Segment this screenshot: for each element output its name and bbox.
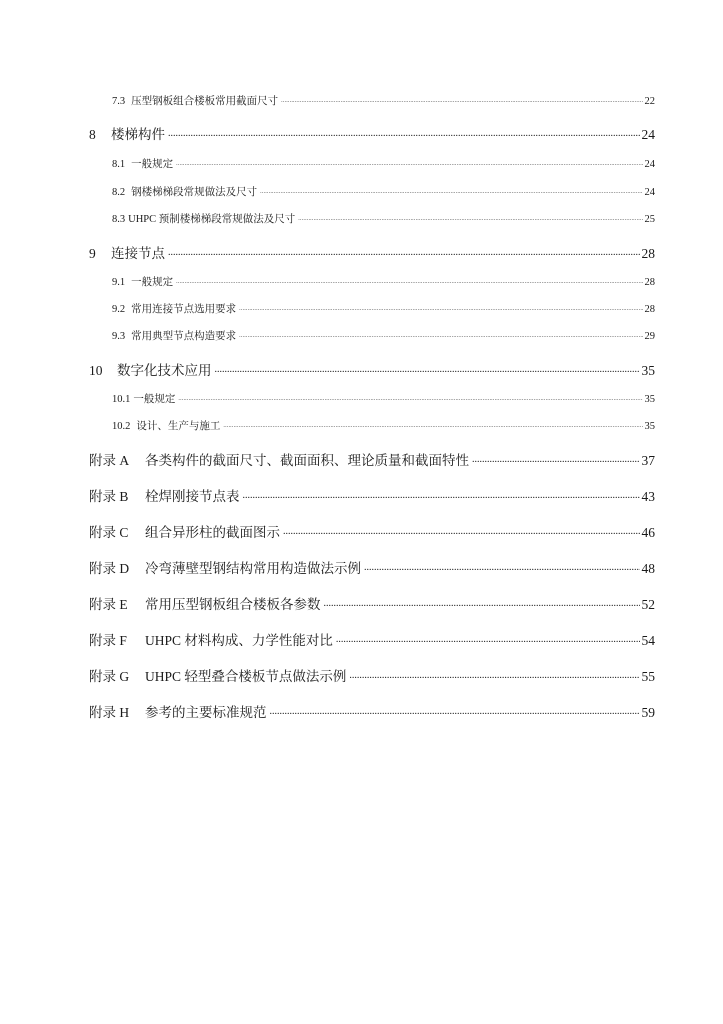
section-number: 9.3 (112, 331, 126, 342)
appendix-title: 冷弯薄壁型钢结构常用构造做法示例 (145, 561, 361, 576)
toc-entry-appendix-b[interactable] (89, 485, 655, 505)
page-number: 29 (644, 331, 655, 342)
dot-leader (176, 275, 642, 286)
dot-leader (336, 632, 640, 646)
appendix-label: 附录 B (89, 489, 129, 504)
section-number: 7.3 (112, 96, 126, 107)
chapter-title: 楼梯构件 (111, 127, 165, 142)
toc-entry-appendix-d[interactable] (89, 557, 655, 577)
toc-entry-8-2[interactable] (112, 184, 655, 199)
toc-entry-10-2[interactable] (112, 418, 655, 433)
toc-entry-chapter-8[interactable] (89, 123, 655, 143)
appendix-title: 常用压型钢板组合楼板各参数 (145, 597, 321, 612)
appendix-title: 组合异形柱的截面图示 (145, 525, 280, 540)
appendix-title: 参考的主要标准规范 (145, 705, 267, 720)
page-number: 28 (641, 246, 655, 261)
dot-leader (281, 94, 642, 105)
dot-leader (472, 452, 640, 466)
section-title: UHPC 预制楼梯梯段常规做法及尺寸 (128, 214, 296, 225)
dot-leader (223, 419, 642, 430)
page-number: 52 (641, 597, 655, 612)
toc-entry-appendix-e[interactable] (89, 593, 655, 613)
page-number: 43 (641, 489, 655, 504)
dot-leader (349, 668, 639, 682)
dot-leader (176, 157, 642, 168)
chapter-number: 10 (89, 363, 103, 378)
appendix-label: 附录 C (89, 525, 129, 540)
page-number: 24 (644, 187, 655, 198)
appendix-title: 各类构件的截面尺寸、截面面积、理论质量和截面特性 (145, 453, 469, 468)
appendix-label: 附录 F (89, 633, 127, 648)
toc-entry-appendix-h[interactable] (89, 701, 655, 721)
page-number: 35 (644, 394, 655, 405)
page-number: 46 (641, 525, 655, 540)
section-title: 压型钢板组合楼板常用截面尺寸 (131, 96, 279, 107)
section-title: 钢楼梯梯段常规做法及尺寸 (131, 187, 258, 198)
section-title: 设计、生产与施工 (136, 421, 221, 432)
page-number: 55 (641, 669, 655, 684)
toc-entry-9-1[interactable] (112, 274, 655, 289)
page-number: 35 (641, 363, 655, 378)
toc-entry-8-1[interactable] (112, 156, 655, 171)
appendix-label: 附录 H (89, 705, 130, 720)
section-number: 8.3 (112, 214, 126, 225)
appendix-title: 栓焊刚接节点表 (145, 489, 240, 504)
dot-leader (243, 488, 640, 502)
chapter-number: 9 (89, 246, 96, 261)
appendix-label: 附录 A (89, 453, 130, 468)
appendix-label: 附录 G (89, 669, 130, 684)
chapter-number: 8 (89, 127, 96, 142)
dot-leader (298, 212, 642, 223)
toc-entry-9-2[interactable] (112, 301, 655, 316)
page-number: 22 (644, 96, 655, 107)
appendix-title: UHPC 轻型叠合楼板节点做法示例 (145, 669, 347, 684)
appendix-title: UHPC 材料构成、力学性能对比 (145, 633, 333, 648)
page-number: 54 (641, 633, 655, 648)
toc-entry-chapter-10[interactable] (89, 359, 655, 379)
page-number: 37 (641, 453, 655, 468)
toc-entry-appendix-a[interactable] (89, 449, 655, 469)
section-number: 9.1 (112, 277, 126, 288)
page-number: 28 (644, 277, 655, 288)
dot-leader (283, 524, 640, 538)
dot-leader (239, 302, 642, 313)
dot-leader (260, 185, 642, 196)
section-title: 常用连接节点选用要求 (131, 304, 237, 315)
appendix-label: 附录 D (89, 561, 130, 576)
section-title: 一般规定 (131, 159, 174, 170)
dot-leader (239, 329, 642, 340)
toc-entry-8-3[interactable] (112, 211, 655, 226)
page-number: 59 (641, 705, 655, 720)
section-title: 常用典型节点构造要求 (131, 331, 237, 342)
dot-leader (178, 392, 642, 403)
dot-leader (364, 560, 640, 574)
section-number: 8.1 (112, 159, 126, 170)
toc-entry-9-3[interactable] (112, 328, 655, 343)
section-title: 一般规定 (131, 277, 174, 288)
section-title: 一般规定 (133, 394, 176, 405)
section-number: 10.1 (112, 394, 131, 405)
dot-leader (324, 596, 640, 610)
appendix-label: 附录 E (89, 597, 128, 612)
page-number: 28 (644, 304, 655, 315)
section-number: 8.2 (112, 187, 126, 198)
section-number: 10.2 (112, 421, 131, 432)
toc-entry-7-3[interactable] (112, 93, 655, 108)
page-number: 24 (641, 127, 655, 142)
dot-leader (168, 245, 640, 259)
page-number: 25 (644, 214, 655, 225)
dot-leader (215, 362, 640, 376)
dot-leader (270, 704, 640, 718)
toc-entry-appendix-f[interactable] (89, 629, 655, 649)
section-number: 9.2 (112, 304, 126, 315)
chapter-title: 数字化技术应用 (117, 363, 212, 378)
toc-entry-appendix-c[interactable] (89, 521, 655, 541)
page-number: 48 (641, 561, 655, 576)
toc-entry-chapter-9[interactable] (89, 242, 655, 262)
dot-leader (168, 126, 640, 140)
toc-entry-appendix-g[interactable] (89, 665, 655, 685)
page-number: 35 (644, 421, 655, 432)
toc-entry-10-1[interactable] (112, 391, 655, 406)
chapter-title: 连接节点 (111, 246, 165, 261)
page-number: 24 (644, 159, 655, 170)
